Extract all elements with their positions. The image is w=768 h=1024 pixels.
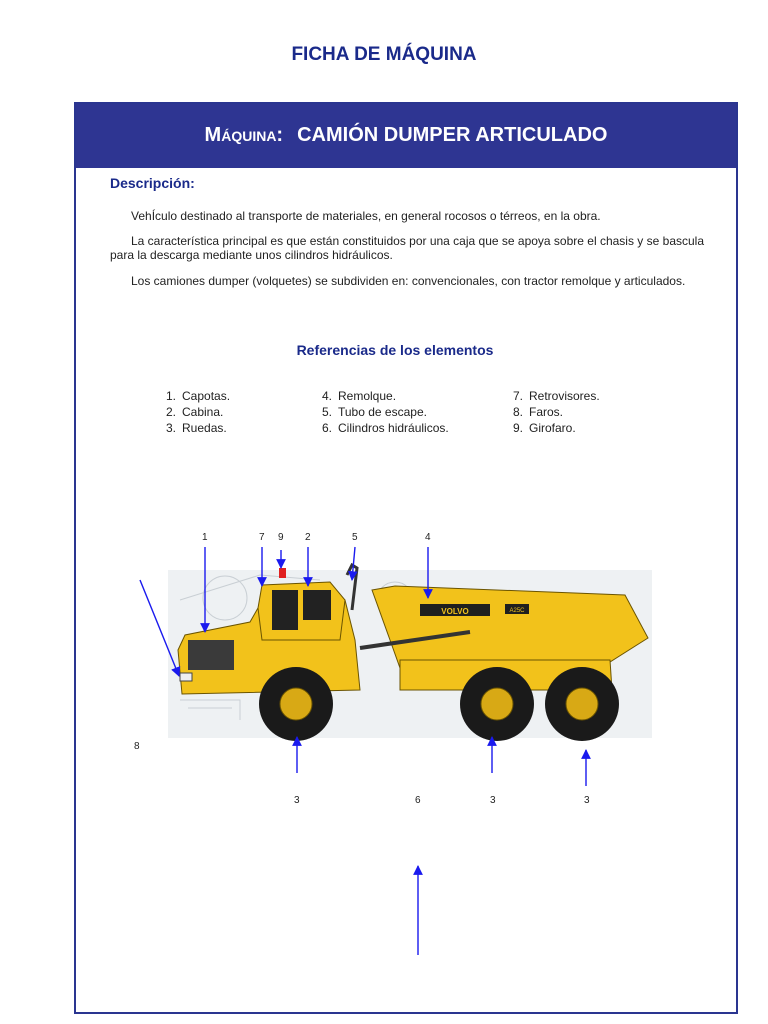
reference-item: 6. Cilindros hidráulicos.	[321, 421, 449, 435]
callout-number: 3	[294, 795, 300, 806]
reference-item: 2. Cabina.	[165, 405, 224, 419]
reference-item: 7. Retrovisores.	[512, 389, 600, 403]
callout-number: 2	[305, 532, 311, 543]
reference-item: 5. Tubo de escape.	[321, 405, 427, 419]
description-label: Descripción:	[110, 175, 195, 191]
description-paragraph-3: Los camiones dumper (volquetes) se subdividen en: convencionales, con tractor remolque y articulados.	[131, 274, 686, 288]
beacon-light	[279, 568, 286, 578]
reference-item: 4. Remolque.	[321, 389, 397, 403]
callout-number: 1	[202, 532, 208, 543]
reference-item: 1. Capotas.	[165, 389, 231, 403]
headlight	[180, 673, 192, 681]
callout-number: 7	[259, 532, 265, 543]
callout-number: 5	[352, 532, 358, 543]
dump-body	[372, 586, 648, 668]
reference-item: 8. Faros.	[512, 405, 564, 419]
brand-text: VOLVO	[441, 607, 469, 616]
callout-number: 9	[278, 532, 284, 543]
model-text: A25C	[509, 608, 525, 614]
cabin-window	[272, 590, 298, 630]
description-paragraph-1: VehÍculo destinado al transporte de materiales, en general rocosos o térreos, en la obra.	[131, 209, 601, 223]
grille	[188, 640, 234, 670]
callout-number: 8	[134, 741, 140, 752]
reference-item: 9. Girofaro.	[512, 421, 576, 435]
callout-number: 3	[584, 795, 590, 806]
reference-item: 3. Ruedas.	[165, 421, 227, 435]
callout-number: 3	[490, 795, 496, 806]
description-paragraph-2: La característica principal es que están constituidos por una caja que se apoya sobre el chasis y se bascula para la descarga mediante unos cilindros hidráulicos.	[110, 234, 704, 262]
machine-name: CAMIÓN DUMPER ARTICULADO	[297, 123, 608, 146]
document-title: FICHA DE MÁQUINA	[291, 44, 477, 65]
references-title: Referencias de los elementos	[296, 342, 494, 358]
callout-number: 6	[415, 795, 421, 806]
machine-label: Máquina:	[204, 123, 284, 146]
callout-number: 4	[425, 532, 431, 543]
cabin-window	[303, 590, 331, 620]
cabin	[258, 582, 345, 640]
